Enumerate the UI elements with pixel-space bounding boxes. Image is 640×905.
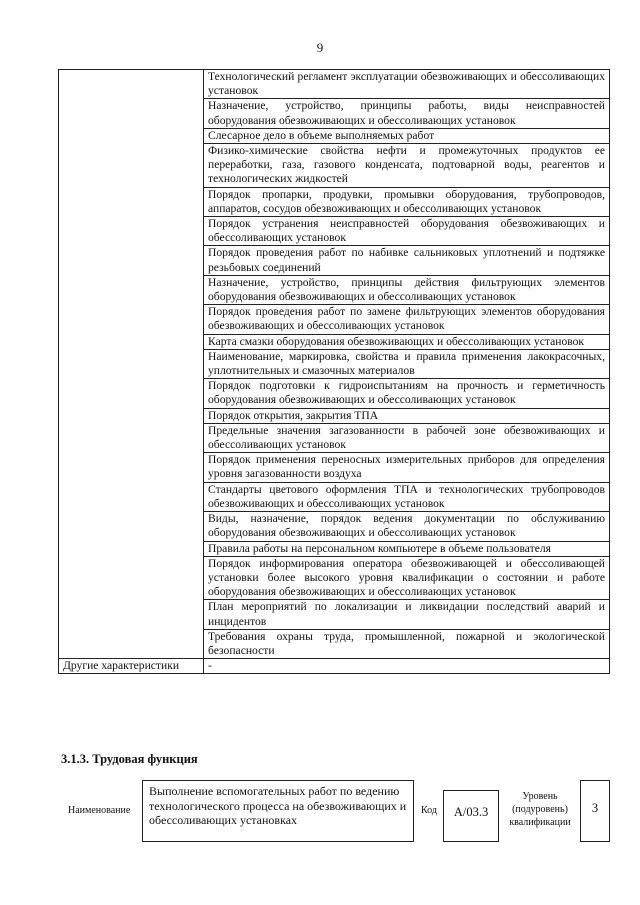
knowledge-label-cell — [59, 70, 204, 659]
knowledge-item: План мероприятий по локализации и ликвидации последствий аварий и инцидентов — [204, 600, 610, 629]
knowledge-item: Порядок информирования оператора обезвоживающей и обессоливающей установки более высокого уровня квалификации о состоянии и работе оборудования обезвоживающих и обессоливающих установок — [204, 556, 610, 600]
knowledge-item: Назначение, устройство, принципы действия фильтрующих элементов оборудования обезвоживающих и обессоливающих установок — [204, 275, 610, 304]
function-name-box: Выполнение вспомогательных работ по ведению технологического процесса на обезвоживающих и обессоливающих установках — [142, 780, 414, 842]
other-characteristics-row — [59, 659, 610, 674]
knowledge-item: Виды, назначение, порядок ведения документации по обслуживанию оборудования обезвоживающих и обессоливающих установок — [204, 512, 610, 541]
knowledge-item: Назначение, устройство, принципы работы, виды неисправностей оборудования обезвоживающих и обессоливающих установок — [204, 99, 610, 128]
other-characteristics-label: Другие характеристики — [59, 659, 204, 674]
qualification-level-box: 3 — [580, 780, 610, 842]
knowledge-item: Порядок подготовки к гидроиспытаниям на прочность и герметичность оборудования обезвоживающих и обессоливающих установок — [204, 379, 610, 408]
knowledge-item: Правила работы на персональном компьютере в объеме пользователя — [204, 541, 610, 556]
knowledge-item: Порядок проведения работ по замене фильтрующих элементов оборудования обезвоживающих и обессоливающих установок — [204, 305, 610, 334]
knowledge-row — [59, 70, 610, 99]
knowledge-item: Карта смазки оборудования обезвоживающих и обессоливающих установок — [204, 334, 610, 349]
knowledge-item: Предельные значения загазованности в рабочей зоне обезвоживающих и обессоливающих установок — [204, 423, 610, 452]
qualification-level-label: Уровень (подуровень) квалификации — [509, 791, 571, 828]
page-number: 9 — [316, 40, 324, 55]
knowledge-item: Порядок проведения работ по набивке сальниковых уплотнений и подтяжке резьбовых соединений — [204, 246, 610, 275]
section-title: 3.1.3. Трудовая функция — [61, 752, 198, 766]
name-label: Наименование — [68, 805, 131, 816]
knowledge-item: Порядок применения переносных измерительных приборов для определения уровня загазованности воздуха — [204, 453, 610, 482]
knowledge-item: Физико-химические свойства нефти и промежуточных продуктов ее переработки, газа, газового конденсата, подтоварной воды, реагентов и технологических жидкостей — [204, 144, 610, 188]
knowledge-item: Технологический регламент эксплуатации обезвоживающих и обессоливающих установок — [204, 70, 610, 99]
code-box: А/03.3 — [443, 790, 499, 842]
knowledge-item: Наименование, маркировка, свойства и правила применения лакокрасочных, уплотнительных и смазочных материалов — [204, 349, 610, 378]
knowledge-item: Порядок устранения неисправностей оборудования обезвоживающих и обессоливающих установок — [204, 217, 610, 246]
other-characteristics-value: - — [204, 659, 610, 674]
code-label: Код — [421, 805, 437, 816]
knowledge-item: Стандарты цветового оформления ТПА и технологических трубопроводов обезвоживающих и обессоливающих установок — [204, 482, 610, 511]
knowledge-item: Порядок открытия, закрытия ТПА — [204, 408, 610, 423]
knowledge-item: Требования охраны труда, промышленной, пожарной и экологической безопасности — [204, 629, 610, 658]
knowledge-item: Порядок пропарки, продувки, промывки оборудования, трубопроводов, аппаратов, сосудов обезвоживающих и обессоливающих установок — [204, 187, 610, 216]
knowledge-table — [58, 69, 610, 674]
knowledge-item: Слесарное дело в объеме выполняемых работ — [204, 128, 610, 143]
